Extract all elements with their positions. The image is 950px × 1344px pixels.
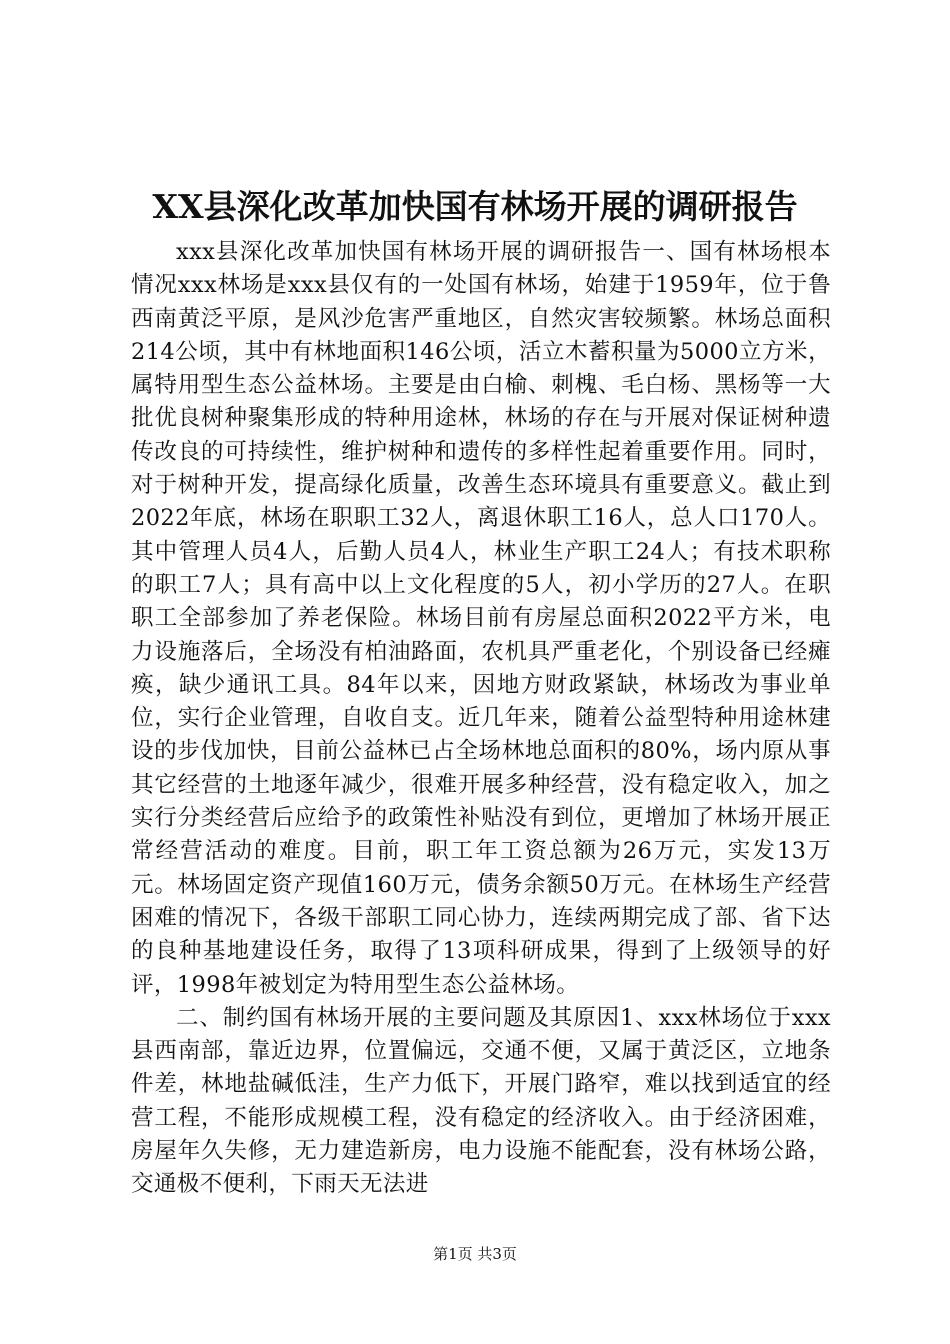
document-body [131,236,831,1202]
paragraph-1: xxx县深化改革加快国有林场开展的调研报告一、国有林场根本情况xxx林场是xxx县仅有的一处国有林场，始建于1959年，位于鲁西南黄泛平原，是风沙危害严重地区，自然灾害较频繁。林场总面积214公顷，其中有林地面积146公顷，活立木蓄积量为5000立方米，属特用型生态公益林场。主要是由白榆、刺槐、毛白杨、黑杨等一大批优良树种聚集形成的特种用途林，林场的存在与开展对保证树种遗传改良的可持续性，维护树种和遗传的多样性起着重要作用。同时，对于树种开发，提高绿化质量，改善生态环境具有重要意义。截止到2022年底，林场在职职工32人，离退休职工16人，总人口170人。其中管理人员4人，后勤人员4人，林业生产职工24人；有技术职称的职工7人；具有高中以上文化程度的5人，初小学历的27人。在职职工全部参加了养老保险。林场目前有房屋总面积2022平方米，电力设施落后，全场没有柏油路面，农机具严重老化，个别设备已经瘫痪，缺少通讯工具。84年以来，因地方财政紧缺，林场改为事业单位，实行企业管理，自收自支。近几年来，随着公益型特种用途林建设的步伐加快，目前公益林已占全场林地总面积的80%，场内原从事其它经营的土地逐年减少，很难开展多种经营，没有稳定收入，加之实行分类经营后应给予的政策性补贴没有到位，更增加了林场开展正常经营活动的难度。目前，职工年工资总额为26万元，实发13万元。林场固定资产现值160万元，债务余额50万元。在林场生产经营困难的情况下，各级干部职工同心协力，连续两期完成了部、省下达的良种基地建设任务，取得了13项科研成果，得到了上级领导的好评，1998年被划定为特用型生态公益林场。 [131,239,831,998]
document-title: XX县深化改革加快国有林场开展的调研报告 [152,187,798,226]
page-number-footer: 第1页 共3页 [433,1245,517,1263]
paragraph-2: 二、制约国有林场开展的主要问题及其原因1、xxx林场位于xxx县西南部，靠近边界，位置偏远，交通不便，又属于黄泛区，立地条件差，林地盐碱低洼，生产力低下，开展门路窄，难以找到适宜的经营工程，不能形成规模工程，没有稳定的经济收入。由于经济困难，房屋年久失修，无力建造新房，电力设施不能配套，没有林场公路，交通极不便利，下雨天无法进 [131,1004,831,1198]
